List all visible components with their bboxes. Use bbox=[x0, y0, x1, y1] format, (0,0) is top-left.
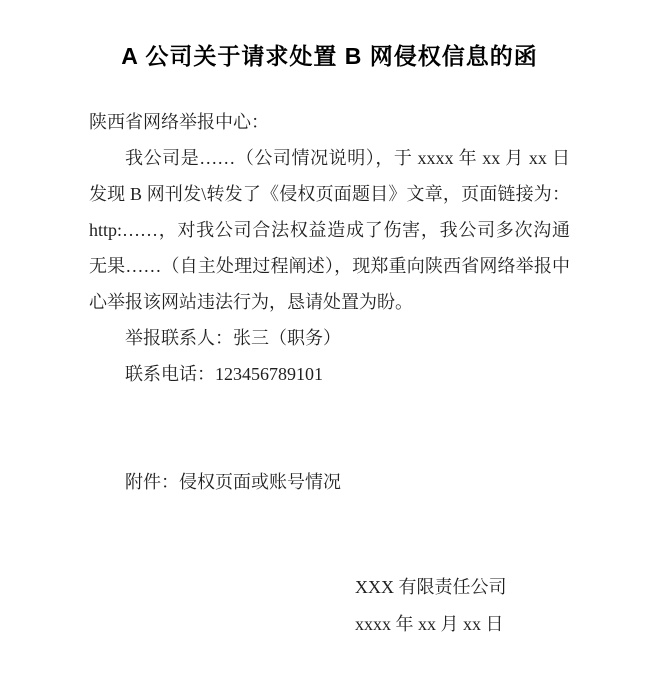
signature-company: XXX 有限责任公司 bbox=[355, 577, 507, 597]
spacer bbox=[89, 500, 570, 569]
phone-line bbox=[89, 356, 570, 392]
contact-person-line: 举报联系人：张三（职务） bbox=[125, 328, 341, 348]
body-line: 发现 B 网刊发\转发了《侵权页面题目》文章，页面链接为： bbox=[89, 184, 570, 204]
signature-date: xxxx 年 xx 月 xx 日 bbox=[355, 614, 504, 634]
document-body bbox=[89, 104, 570, 643]
spacer bbox=[89, 392, 570, 464]
document-title: A 公司关于请求处置 B 网侵权信息的函 bbox=[121, 43, 538, 69]
body-line: 心举报该网站违法行为，恳请处置为盼。 bbox=[89, 292, 413, 312]
salutation: 陕西省网络举报中心： bbox=[89, 112, 269, 132]
phone-number: 123456789101 bbox=[215, 364, 323, 384]
attachment-line: 附件：侵权页面或账号情况 bbox=[125, 472, 341, 492]
body-paragraph bbox=[89, 140, 570, 320]
body-line: 无果……（自主处理过程阐述），现郑重向陕西省网络举报中 bbox=[89, 256, 570, 276]
body-line: 我公司是……（公司情况说明），于 xxxx 年 xx 月 xx 日 bbox=[125, 148, 570, 168]
signature-block bbox=[355, 569, 570, 643]
body-line: http:……，对我公司合法权益造成了伤害，我公司多次沟通 bbox=[89, 220, 570, 240]
phone-label: 联系电话： bbox=[125, 364, 215, 384]
